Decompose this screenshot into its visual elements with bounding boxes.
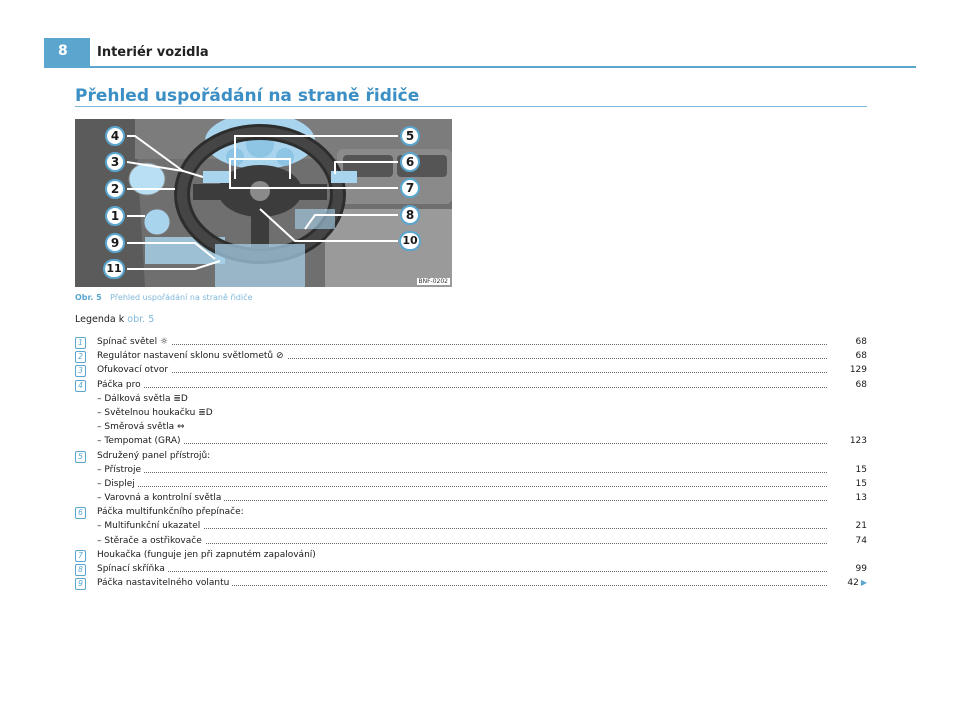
legend-item-page[interactable]: 15 — [827, 463, 867, 477]
legend-item-label: – Směrová světla ⇔ — [97, 420, 188, 434]
legend-item-label: Spínací skříňka — [97, 562, 168, 576]
page-heading: Přehled uspořádání na straně řidiče — [75, 86, 420, 106]
legend-item — [75, 548, 867, 562]
legend-item-label: – Multifunkční ukazatel — [97, 519, 203, 533]
legend-item-page[interactable]: 123 — [827, 434, 867, 448]
figure-callouts — [75, 119, 452, 287]
legend-item — [75, 420, 867, 434]
legend-item — [75, 505, 867, 519]
legend-item-page[interactable]: 74 — [827, 534, 867, 548]
callout-5: 5 — [400, 126, 420, 146]
legend-item — [75, 477, 867, 491]
legend-item-page[interactable]: 68 — [827, 335, 867, 349]
leader-dots — [97, 443, 827, 444]
legend-item — [75, 519, 867, 533]
callout-1: 1 — [105, 206, 125, 226]
legend-item-page[interactable]: 129 — [827, 363, 867, 377]
leader-dots — [97, 528, 827, 529]
legend-item — [75, 349, 867, 363]
continue-arrow-icon: ▶ — [860, 578, 867, 588]
figure-code: BNF-0202 — [418, 278, 448, 285]
legend-item-label: Spínač světel ☼ — [97, 335, 171, 349]
legend-item-page[interactable]: 99 — [827, 562, 867, 576]
legend-item-label: Sdružený panel přístrojů: — [97, 449, 213, 463]
legend-item — [75, 406, 867, 420]
dashboard-figure — [75, 119, 452, 287]
callout-10: 10 — [399, 231, 421, 251]
caption-prefix: Obr. 5 — [75, 293, 102, 302]
legend-item-number: 6 — [75, 507, 86, 519]
legend-intro-text: Legenda k — [75, 314, 125, 325]
callout-8: 8 — [400, 205, 420, 225]
legend-item-label: Páčka multifunkčního přepínače: — [97, 505, 247, 519]
figure-caption — [75, 293, 253, 302]
leader-dots — [97, 372, 827, 373]
heading-rule — [75, 106, 867, 107]
callout-4: 4 — [105, 126, 125, 146]
section-title: Interiér vozidla — [97, 45, 209, 60]
page-number: 8 — [58, 43, 68, 59]
legend-item-label: – Varovná a kontrolní světla — [97, 491, 224, 505]
legend-item-label: – Světelnou houkačku ≣D — [97, 406, 216, 420]
legend-item-label: Páčka nastavitelného volantu — [97, 576, 232, 590]
legend-item — [75, 335, 867, 349]
legend-item — [75, 576, 867, 590]
legend-item-number: 5 — [75, 451, 86, 463]
callout-2: 2 — [105, 179, 125, 199]
legend-item-number: 2 — [75, 351, 86, 363]
legend-intro-ref[interactable]: obr. 5 — [127, 314, 155, 325]
legend-item-number: 4 — [75, 380, 86, 392]
callout-7: 7 — [400, 178, 420, 198]
legend-item — [75, 392, 867, 406]
legend-item-label: Páčka pro — [97, 378, 144, 392]
legend-item-label: – Přístroje — [97, 463, 144, 477]
legend-item — [75, 449, 867, 463]
leader-dots — [97, 387, 827, 388]
caption-text: Přehled uspořádání na straně řidiče — [110, 293, 253, 302]
legend-item — [75, 363, 867, 377]
legend-item-number: 3 — [75, 365, 86, 377]
header-rule — [90, 66, 916, 68]
legend-item-number: 9 — [75, 578, 86, 590]
legend-item-page[interactable]: 42 ▶ — [827, 576, 867, 590]
legend-item-page[interactable]: 13 — [827, 491, 867, 505]
legend-item — [75, 562, 867, 576]
legend-item-number: 7 — [75, 550, 86, 562]
legend-item-label: – Displej — [97, 477, 138, 491]
legend-item-number: 1 — [75, 337, 86, 349]
legend-item-number: 8 — [75, 564, 86, 576]
legend-item-page[interactable]: 21 — [827, 519, 867, 533]
legend-list — [75, 335, 867, 590]
leader-dots — [97, 472, 827, 473]
legend-item — [75, 534, 867, 548]
legend-item-label: – Stěrače a ostřikovače — [97, 534, 205, 548]
legend-item — [75, 463, 867, 477]
legend-item-label: – Tempomat (GRA) — [97, 434, 184, 448]
callout-6: 6 — [400, 152, 420, 172]
callout-11: 11 — [103, 259, 125, 279]
legend-item-label: Houkačka (funguje jen při zapnutém zapalování) — [97, 548, 319, 562]
legend-item-page[interactable]: 68 — [827, 349, 867, 363]
legend-intro — [75, 314, 154, 325]
legend-item-page[interactable]: 68 — [827, 378, 867, 392]
legend-item-label: Regulátor nastavení sklonu světlometů ⊘ — [97, 349, 287, 363]
legend-item — [75, 434, 867, 448]
legend-item — [75, 378, 867, 392]
legend-item — [75, 491, 867, 505]
legend-item-label: Ofukovací otvor — [97, 363, 171, 377]
leader-dots — [97, 543, 827, 544]
callout-9: 9 — [105, 233, 125, 253]
leader-dots — [97, 344, 827, 345]
legend-item-label: – Dálková světla ≣D — [97, 392, 191, 406]
leader-dots — [97, 571, 827, 572]
leader-dots — [97, 486, 827, 487]
legend-item-page[interactable]: 15 — [827, 477, 867, 491]
callout-3: 3 — [105, 152, 125, 172]
